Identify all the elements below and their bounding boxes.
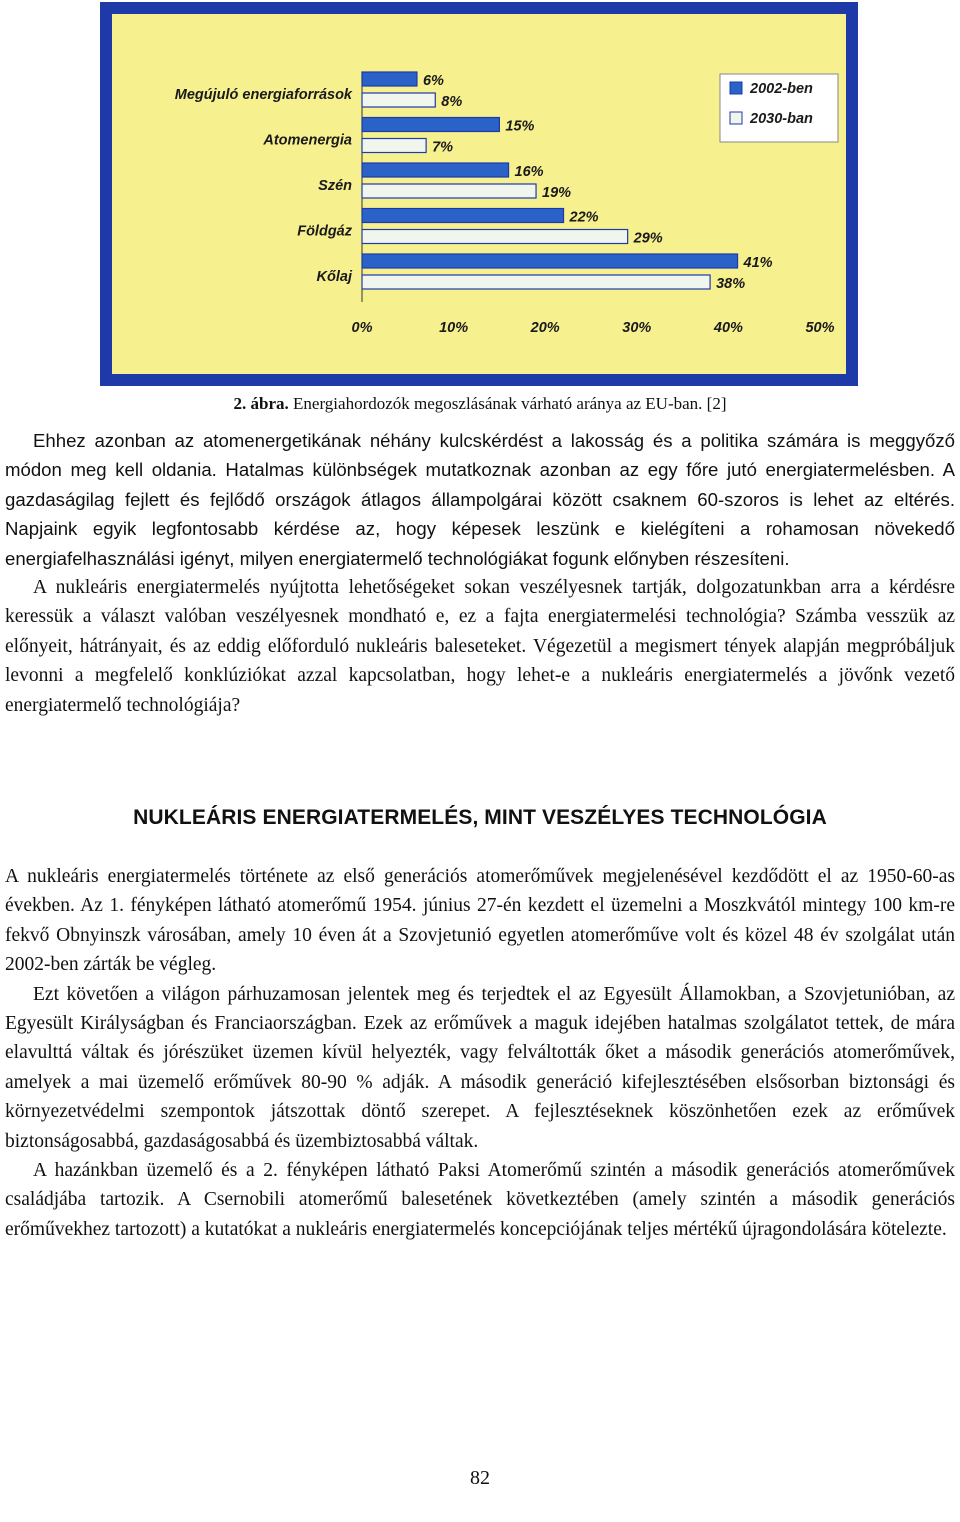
x-tick-label: 50% (805, 320, 835, 336)
bar-value-label: 41% (743, 255, 773, 271)
bar-value-label: 38% (716, 276, 746, 292)
section-text (5, 862, 955, 1244)
category-label: Megújuló energiaforrások (174, 87, 352, 103)
section-paragraph-3: A hazánkban üzemelő és a 2. fényképen látható Paksi Atomerőmű szintén a második generációs atomerőművek családjába tartozik. A Csernobili atomerőmű balesetének következtében (amely szintén a második generációs erőművekhez tartozott) a kutatókat a nukleáris energiatermelés koncepciójának teljes mértékű újragondolására kötelezte. (5, 1160, 955, 1240)
page-number: 82 (470, 1467, 490, 1489)
x-tick-label: 10% (439, 320, 469, 336)
bar-2030 (362, 275, 710, 289)
legend-swatch (730, 112, 742, 124)
legend-label: 2002-ben (750, 81, 813, 97)
bar-value-label: 15% (505, 118, 535, 135)
energy-share-chart (100, 2, 858, 386)
intro-paragraph-2: A nukleáris energiatermelés nyújtotta lehetőségeket sokan veszélyesnek tartják, dolgozatunkban arra a kérdésre keressük a választ valóban veszélyesnek mondható e, ez a fajta energiatermelési technológia? Számba vesszük az előnyeit, hátrányait, és az eddig előforduló nukleáris baleseteket. Végezetül a megismert tények alapján megpróbáljuk levonni a megfelelő konklúziókat azzal kapcsolatban, hogy lehet-e a nukleáris energiatermelés a jövőnk vezető energiatermelő technológiája? (5, 577, 955, 716)
bar-2030 (362, 93, 435, 107)
bar-2030 (362, 230, 628, 244)
section-title: NUKLEÁRIS ENERGIATERMELÉS, MINT VESZÉLYES TECHNOLÓGIA (133, 806, 827, 829)
category-label: Szén (318, 178, 352, 194)
bar-value-label: 22% (569, 209, 599, 226)
bar-2002 (362, 163, 509, 177)
figure-caption-number: 2. ábra. (233, 394, 289, 413)
bar-value-label: 7% (432, 139, 454, 156)
bar-2002 (362, 209, 564, 223)
bar-value-label: 29% (633, 230, 663, 247)
section-paragraph-2: Ezt követően a világon párhuzamosan jelentek meg és terjedtek el az Egyesült Államokban, a Szovjetunióban, az Egyesült Királyságban és Franciaországban. Ezek az erőművek a maguk idejében hatalmas szolgálatot tettek, de mára elavulttá váltak és jórészüket üzemen kívül helyezték, vagy felváltották őket a második generációs atomerőművek, amelyek a mai üzemelő erőművek 80-90 % adják. A második generáció kifejlesztésében elsősorban biztonsági és környezetvédelmi szempontok játszottak döntő szerepet. A fejlesztéseknek köszönhetően ezek az erőművek biztonságosabbá, gazdaságosabbá és üzembiztosabbá váltak. (5, 983, 955, 1152)
bar-2030 (362, 184, 536, 198)
figure-caption-text: Energiahordozók megoszlásának várható aránya az EU-ban. [2] (288, 394, 727, 413)
bar-value-label: 6% (422, 73, 444, 89)
bar-2030 (362, 139, 426, 153)
x-tick-label: 0% (351, 320, 373, 336)
category-label: Kőlaj (316, 269, 352, 285)
legend-label: 2030-ban (750, 111, 813, 127)
legend-swatch (730, 82, 742, 94)
category-label: Földgáz (297, 223, 352, 240)
x-tick-label: 20% (530, 320, 560, 336)
x-tick-label: 30% (622, 320, 652, 336)
bar-value-label: 8% (441, 94, 463, 110)
bar-2002 (362, 254, 738, 268)
bar-2002 (362, 72, 417, 86)
category-label: Atomenergia (263, 132, 352, 149)
section-paragraph-1: A nukleáris energiatermelés története az első generációs atomerőművek megjelenésével kezdődött el az 1950-60-as években. Az 1. fényképen látható atomerőmű 1954. június 27-én kezdett el üzemelni a Moszkvától mintegy 100 km-re fekvő Obnyinszk városában, amely 10 éven át a Szovjetunió egyetlen atomerőműve volt és közel 48 év szolgálat után 2002-ben zárták be végleg. (5, 866, 955, 976)
x-tick-label: 40% (713, 320, 743, 336)
bar-2002 (362, 118, 499, 132)
bar-value-label: 16% (514, 164, 544, 180)
intro-text (5, 426, 955, 720)
bar-value-label: 19% (542, 185, 572, 201)
intro-paragraph-1: Ehhez azonban az atomenergetikának néhány kulcskérdést a lakosság és a politika számára is meggyőző módon meg kell oldania. Hatalmas különbségek mutatkoznak azonban az egy főre jutó energiatermelésben. A gazdaságilag fejlett és fejlődő országok átlagos állampolgárai között csaknem 60-szoros is lehet az eltérés. Napjaink egyik legfontosabb kérdése az, hogy képesek leszünk e kielégíteni a rohamosan növekedő energiafelhasználási igényt, milyen energiatermelő technológiákat fogunk előnyben részesíteni. (5, 430, 955, 569)
figure-caption (0, 394, 960, 414)
